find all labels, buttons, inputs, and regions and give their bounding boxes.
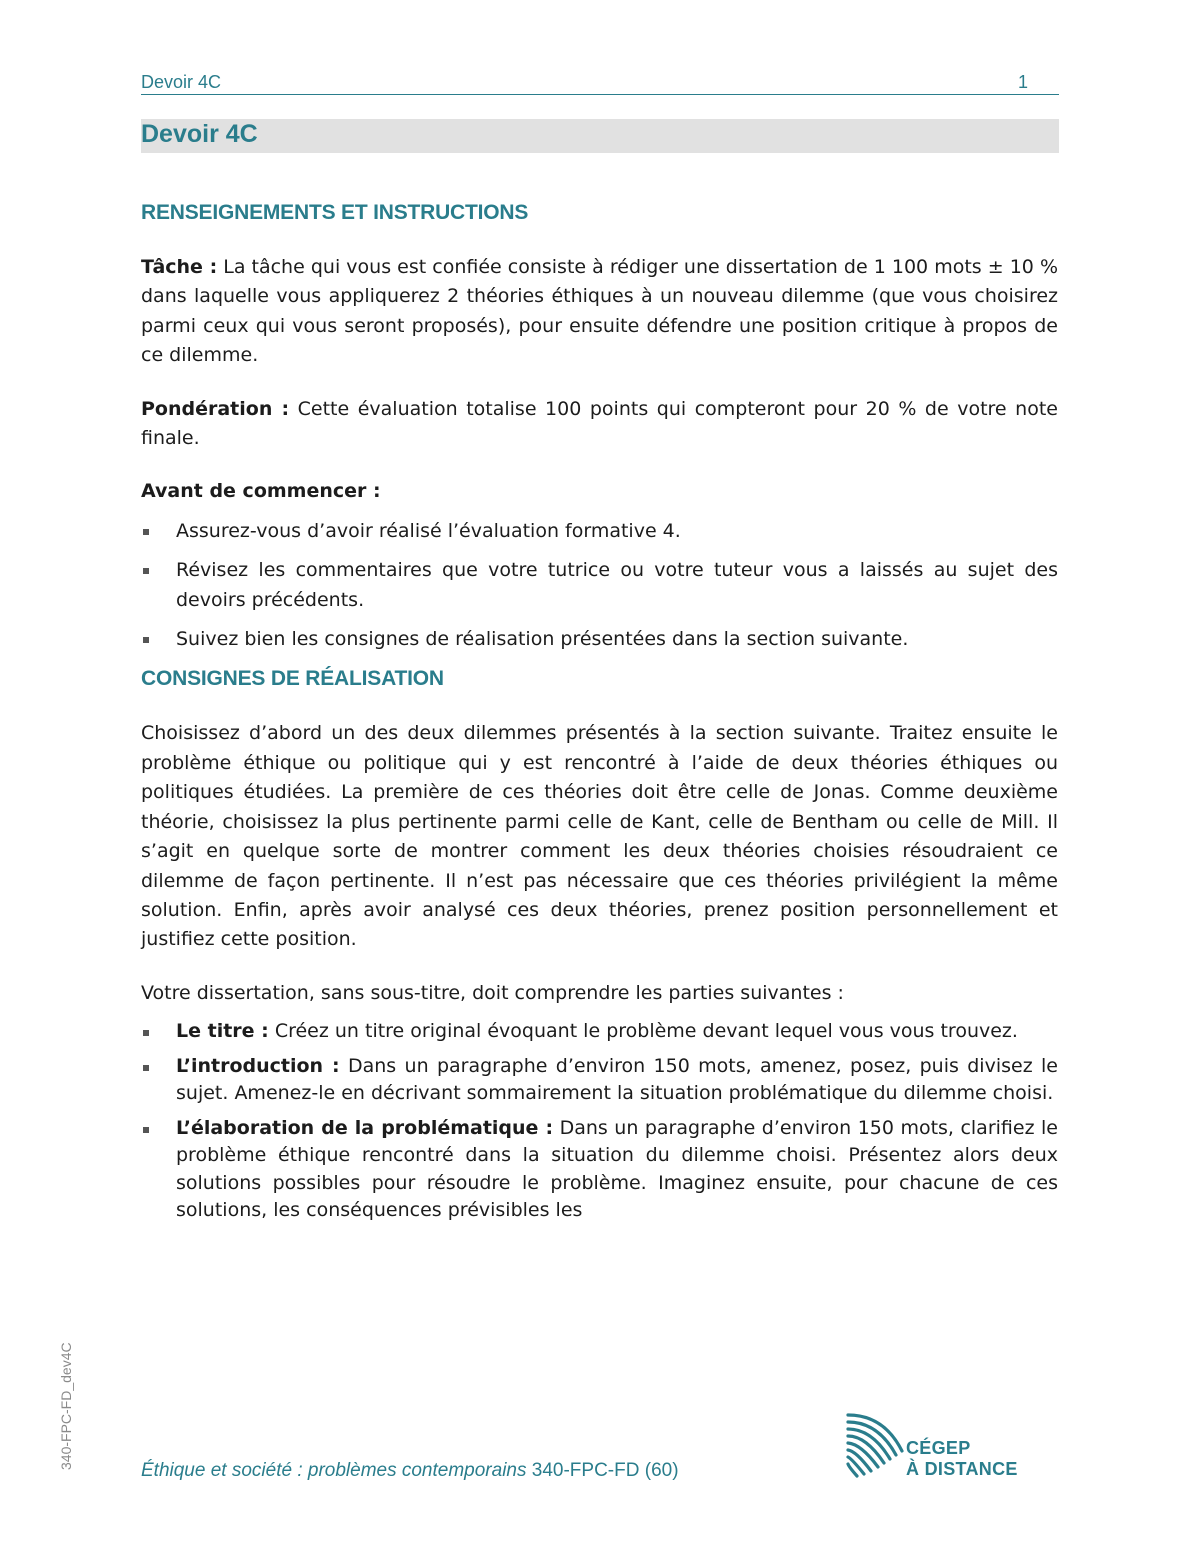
section-heading-guidelines: CONSIGNES DE RÉALISATION [141, 667, 444, 691]
before-start-label: Avant de commencer : [141, 480, 381, 503]
section-heading-instructions: RENSEIGNEMENTS ET INSTRUCTIONS [141, 201, 529, 224]
list-item: Révisez les commentaires que votre tutrice ou votre tuteur vous a laissés au sujet des devoirs précédents. [141, 556, 1058, 615]
course-title: Éthique et société : problèmes contemporains [141, 1460, 527, 1481]
before-start-list [141, 517, 1058, 655]
cegep-logo [844, 1411, 1024, 1481]
list-item [141, 1115, 1058, 1225]
page-number: 1 [1017, 72, 1028, 92]
logo-line-2: À DISTANCE [906, 1459, 1018, 1479]
document-body [141, 198, 1058, 1232]
document-title-bar [141, 119, 1059, 153]
list-item: Suivez bien les consignes de réalisation présentées dans la section suivante. [141, 625, 1058, 654]
part-text: Créez un titre original évoquant le problème devant lequel vous vous trouvez. [274, 1020, 1018, 1043]
part-text: Dans un paragraphe d’environ 150 mots, amenez, posez, puis divisez le sujet. Amenez-le en décrivant sommairement la situation problématique du dilemme choisi. [176, 1054, 1058, 1105]
page-footer [141, 1460, 679, 1482]
guidelines-paragraph: Choisissez d’abord un des deux dilemmes présentés à la section suivante. Traitez ensuite le problème éthique ou politique qui y est rencontré à l’aide de deux théories éthiques ou politiques étudiées. La première de ces théories doit être celle de Jonas. Comme deuxième théorie, choisissez la plus pertinente parmi celle de Kant, celle de Bentham ou celle de Mill. Il s’agit en quelque sorte de montrer comment les deux théories choisies résoudraient ce dilemme de façon pertinente. Il n’est pas nécessaire que ces théories privilégient la même solution. Enfin, après avoir analysé ces deux théories, prenez position personnellement et justifiez cette position. [141, 722, 1058, 951]
part-label: Le titre : [176, 1020, 269, 1043]
part-label: L’élaboration de la problématique : [176, 1116, 554, 1139]
document-title: Devoir 4C [141, 120, 258, 148]
side-document-code [56, 1330, 76, 1470]
weighting-paragraph [141, 395, 1058, 454]
part-label: L’introduction : [176, 1054, 340, 1077]
task-paragraph [141, 253, 1058, 371]
task-label: Tâche : [141, 256, 218, 278]
list-item [141, 1018, 1058, 1046]
course-code: 340-FPC-FD (60) [531, 1460, 679, 1481]
part-text: Dans un paragraphe d’environ 150 mots, clarifiez le problème éthique rencontré dans la situation du dilemme choisi. Présentez alors deux solutions possibles pour résoudre le problème. Imaginez ensuite, pour chacune de ces solutions, les conséquences prévisibles les [176, 1116, 1058, 1222]
cegep-logo-mark-icon [844, 1411, 906, 1479]
parts-list [141, 1018, 1058, 1225]
header-title: Devoir 4C [141, 72, 222, 92]
logo-line-1: CÉGEP [906, 1438, 971, 1458]
list-item: Assurez-vous d’avoir réalisé l’évaluation formative 4. [141, 517, 1058, 546]
parts-intro: Votre dissertation, sans sous-titre, doit comprendre les parties suivantes : [141, 981, 844, 1004]
list-item [141, 1053, 1058, 1108]
document-code: 340-FPC-FD_dev4C [58, 1342, 74, 1470]
task-text: La tâche qui vous est confiée consiste à rédiger une dissertation de 1 100 mots ± 10 % dans laquelle vous appliquerez 2 théories éthiques à un nouveau dilemme (que vous choisirez parmi ceux qui vous seront proposés), pour ensuite défendre une position critique à propos de ce dilemme. [141, 256, 1058, 367]
page-header [141, 70, 1059, 95]
weighting-label: Pondération : [141, 397, 290, 420]
weighting-text: Cette évaluation totalise 100 points qui compteront pour 20 % de votre note finale. [141, 397, 1058, 450]
